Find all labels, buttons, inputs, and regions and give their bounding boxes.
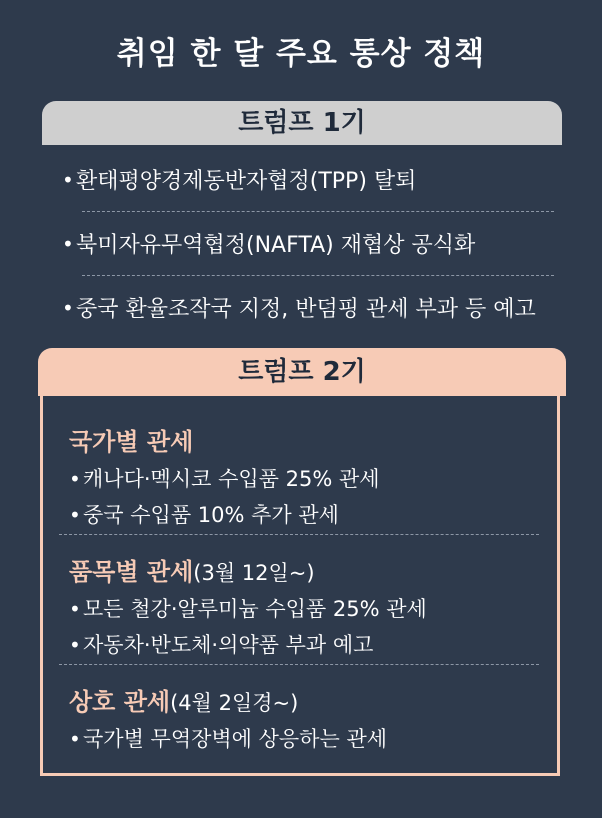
term1-list — [62, 148, 562, 339]
term1-item — [62, 148, 562, 211]
section-item-text: 국가별 무역장벽에 상응하는 관세 — [83, 727, 388, 751]
section-heading — [69, 422, 380, 457]
term1-item-text: 환태평양경제동반자협정(TPP) 탈퇴 — [76, 169, 417, 194]
section-subheading: (4월 2일경~) — [170, 691, 299, 715]
term1-item-text: 북미자유무역협정(NAFTA) 재협상 공식화 — [76, 233, 476, 258]
section-item-text: 자동차·반도체·의약품 부과 예고 — [83, 633, 374, 657]
section-heading — [69, 552, 427, 587]
term2-tab: 트럼프 2기 — [38, 348, 566, 396]
bullet-icon: • — [62, 295, 74, 320]
bullet-icon: • — [69, 467, 81, 491]
bullet-icon: • — [69, 597, 81, 621]
bullet-icon: • — [69, 727, 81, 751]
section-heading — [69, 682, 387, 717]
term2-box — [40, 396, 560, 776]
term1-item — [62, 212, 562, 275]
section-subheading: (3월 12일~) — [193, 561, 315, 585]
section-heading-text: 상호 관세 — [69, 688, 171, 716]
section-heading-text: 국가별 관세 — [69, 428, 194, 456]
term1-tab: 트럼프 1기 — [42, 101, 562, 145]
section-item — [69, 629, 427, 659]
term1-item-text: 중국 환율조작국 지정, 반덤핑 관세 부과 등 예고 — [76, 297, 536, 322]
dashed-divider — [59, 534, 539, 535]
bullet-icon: • — [69, 503, 81, 527]
section-item-text: 캐나다·멕시코 수입품 25% 관세 — [83, 467, 380, 491]
section-item — [69, 463, 380, 493]
bullet-icon: • — [62, 231, 74, 256]
section-item-text: 중국 수입품 10% 추가 관세 — [83, 503, 339, 527]
bullet-icon: • — [69, 633, 81, 657]
dashed-divider — [59, 664, 539, 665]
bullet-icon: • — [62, 167, 74, 192]
term1-item — [62, 276, 562, 339]
section-item — [69, 499, 380, 529]
reciprocal-tariff-section — [69, 682, 387, 753]
section-item — [69, 723, 387, 753]
main-title: 취임 한 달 주요 통상 정책 — [116, 36, 486, 72]
item-tariff-section — [69, 552, 427, 659]
country-tariff-section — [69, 422, 380, 529]
section-item-text: 모든 철강·알루미늄 수입품 25% 관세 — [83, 597, 427, 621]
section-item — [69, 593, 427, 623]
section-heading-text: 품목별 관세 — [69, 558, 194, 586]
